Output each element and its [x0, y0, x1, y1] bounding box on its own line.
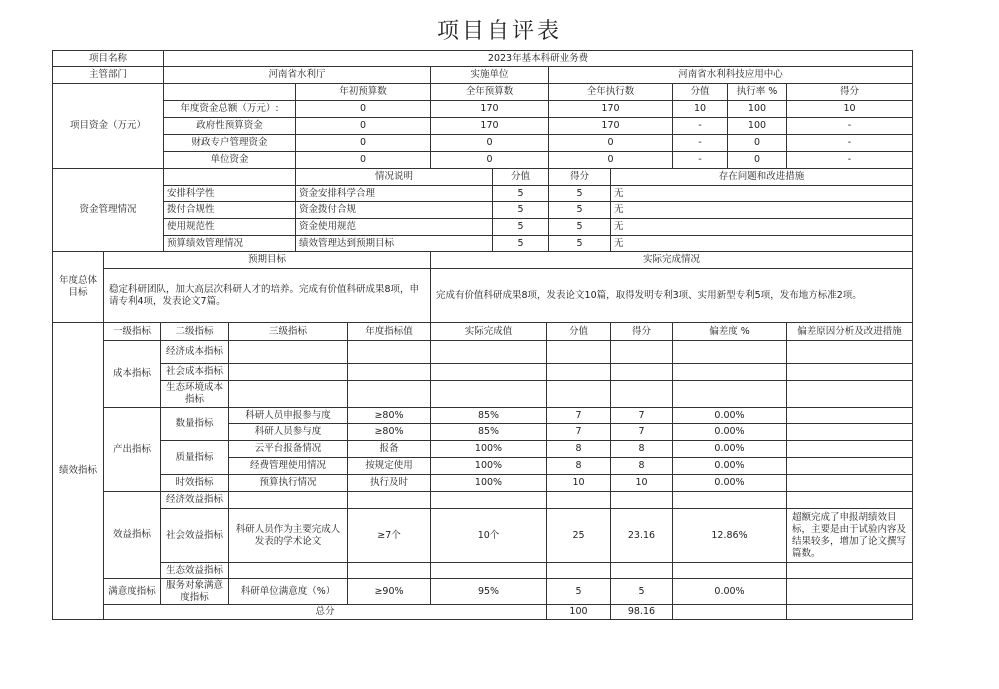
- funds-col-exec: 全年执行数: [548, 83, 673, 101]
- management-item: 预算绩效管理情况: [163, 235, 296, 252]
- satisfaction-row-target: ≥90%: [347, 578, 431, 605]
- output-row-full: 10: [546, 474, 611, 492]
- output-row-actual: 100%: [430, 474, 547, 492]
- output-row-score: 8: [610, 440, 673, 458]
- output-row-target: 按规定使用: [347, 457, 431, 475]
- perf-empty-cell: [786, 491, 913, 509]
- perf-empty-cell: [786, 340, 913, 364]
- output-qty: 数量指标: [160, 407, 229, 441]
- output-row-l3: 经费管理使用情况: [228, 457, 348, 475]
- funds-row-score_full: -: [672, 151, 728, 169]
- funds-row-score_full: 10: [672, 100, 728, 118]
- funds-row-exec: 0: [548, 134, 673, 152]
- perf-empty-cell: [228, 363, 348, 381]
- dept-value: 河南省水利厅: [163, 66, 431, 84]
- funds-row-score_full: -: [672, 117, 728, 135]
- output-row-score: 10: [610, 474, 673, 492]
- perf-empty-cell: [347, 380, 431, 408]
- perf-empty-cell: [786, 562, 913, 579]
- funds-row-score: 10: [786, 100, 913, 118]
- management-desc: 资金拨付合规: [295, 201, 493, 219]
- funds-row-score: -: [786, 151, 913, 169]
- funds-row-exec: 170: [548, 117, 673, 135]
- perf-h-full: 分值: [546, 322, 611, 341]
- funds-row-budget: 0: [295, 134, 431, 152]
- management-item: 安排科学性: [163, 185, 296, 202]
- output-row-full: 7: [546, 407, 611, 424]
- funds-row-rate: 0: [727, 151, 787, 169]
- perf-empty-cell: [430, 363, 547, 381]
- management-issue: 无: [610, 235, 913, 252]
- output-row-score: 8: [610, 457, 673, 475]
- funds-row-rate: 0: [727, 134, 787, 152]
- satisfaction-row-reason: [786, 578, 913, 605]
- funds-row-score: -: [786, 117, 913, 135]
- output-row-reason: [786, 457, 913, 475]
- output-quality: 质量指标: [160, 440, 229, 475]
- perf-empty-cell: [546, 562, 611, 579]
- output-row-l3: 预算执行情况: [228, 474, 348, 492]
- perf-empty-cell: [228, 491, 348, 509]
- cost-social: 社会成本指标: [160, 363, 229, 381]
- perf-empty-cell: [546, 340, 611, 364]
- total-dev: [672, 604, 787, 620]
- perf-empty-cell: [610, 380, 673, 408]
- page-title: 项目自评表: [436, 19, 562, 44]
- total-score: 98.16: [610, 604, 673, 620]
- funds-row-score: -: [786, 134, 913, 152]
- management-header-blank: [163, 168, 296, 186]
- funds-row-budget: 0: [295, 151, 431, 169]
- goals-label: 年度总体目标: [52, 251, 104, 323]
- output-row-dev: 0.00%: [672, 440, 787, 458]
- perf-empty-cell: [610, 491, 673, 509]
- output-row-reason: [786, 440, 913, 458]
- perf-empty-cell: [672, 363, 787, 381]
- management-item: 使用规范性: [163, 218, 296, 236]
- output-row-l3: 云平台报备情况: [228, 440, 348, 458]
- perf-h-l3: 三级指标: [228, 322, 348, 341]
- total-reason: [786, 604, 913, 620]
- benefit-eco: 生态效益指标: [160, 562, 229, 579]
- funds-row-annual: 170: [430, 117, 549, 135]
- funds-row-budget: 0: [295, 117, 431, 135]
- goals-col-actual: 实际完成情况: [430, 251, 913, 269]
- funds-row-annual: 170: [430, 100, 549, 118]
- output-row-target: 执行及时: [347, 474, 431, 492]
- output-row-dev: 0.00%: [672, 457, 787, 475]
- perf-h-l1: 一级指标: [103, 322, 161, 341]
- management-col-score: 得分: [548, 168, 611, 186]
- satisfaction-row-full: 5: [546, 578, 611, 605]
- perf-empty-cell: [347, 340, 431, 364]
- output-row-l3: 科研人员申报参与度: [228, 407, 348, 424]
- funds-col-rate: 执行率 %: [727, 83, 787, 101]
- funds-row-label: 年度资金总额（万元）:: [163, 100, 296, 118]
- output-time: 时效指标: [160, 474, 229, 492]
- output-row-dev: 0.00%: [672, 407, 787, 424]
- perf-empty-cell: [347, 491, 431, 509]
- funds-col-score: 得分: [786, 83, 913, 101]
- funds-row-rate: 100: [727, 117, 787, 135]
- funds-row-budget: 0: [295, 100, 431, 118]
- management-issue: 无: [610, 201, 913, 219]
- output-row-dev: 0.00%: [672, 474, 787, 492]
- management-col-full: 分值: [492, 168, 549, 186]
- output-row-actual: 100%: [430, 440, 547, 458]
- perf-empty-cell: [347, 363, 431, 381]
- management-desc: 资金安排科学合理: [295, 185, 493, 202]
- management-full: 5: [492, 185, 549, 202]
- output-row-l3: 科研人员参与度: [228, 423, 348, 441]
- funds-row-label: 单位资金: [163, 151, 296, 169]
- funds-label: 项目资金（万元）: [52, 83, 164, 169]
- management-full: 5: [492, 235, 549, 252]
- perf-h-actual: 实际完成值: [430, 322, 547, 341]
- management-item: 拨付合规性: [163, 201, 296, 219]
- perf-empty-cell: [546, 491, 611, 509]
- funds-row-annual: 0: [430, 151, 549, 169]
- funds-row-annual: 0: [430, 134, 549, 152]
- perf-empty-cell: [228, 562, 348, 579]
- output-row-reason: [786, 407, 913, 424]
- perf-h-score: 得分: [610, 322, 673, 341]
- benefit-row-dev: 12.86%: [672, 508, 787, 563]
- output-row-target: ≥80%: [347, 423, 431, 441]
- perf-empty-cell: [546, 380, 611, 408]
- total-full: 100: [546, 604, 611, 620]
- funds-col-score-full: 分值: [672, 83, 728, 101]
- perf-empty-cell: [672, 340, 787, 364]
- benefit-row-target: ≥7个: [347, 508, 431, 563]
- management-issue: 无: [610, 185, 913, 202]
- benefit-l1: 效益指标: [103, 491, 161, 579]
- unit-label: 实施单位: [430, 66, 549, 84]
- output-l1: 产出指标: [103, 407, 161, 492]
- benefit-row-l3: 科研人员作为主要完成人发表的学术论文: [228, 508, 348, 563]
- unit-value: 河南省水利科技应用中心: [548, 66, 913, 84]
- perf-empty-cell: [228, 340, 348, 364]
- satisfaction-row-dev: 0.00%: [672, 578, 787, 605]
- goals-actual: 完成有价值科研成果8项，发表论文10篇，取得发明专利3项、实用新型专利5项，发布地方标准2项。: [430, 268, 913, 323]
- output-row-score: 7: [610, 407, 673, 424]
- perf-h-reason: 偏差原因分析及改进措施: [786, 322, 913, 341]
- output-row-actual: 85%: [430, 407, 547, 424]
- benefit-row-full: 25: [546, 508, 611, 563]
- cost-econ: 经济成本指标: [160, 340, 229, 364]
- funds-row-score_full: -: [672, 134, 728, 152]
- dept-label: 主管部门: [52, 66, 164, 84]
- perf-empty-cell: [430, 491, 547, 509]
- management-desc: 资金使用规范: [295, 218, 493, 236]
- management-full: 5: [492, 218, 549, 236]
- perf-empty-cell: [786, 363, 913, 381]
- perf-empty-cell: [610, 562, 673, 579]
- perf-empty-cell: [672, 562, 787, 579]
- output-row-score: 7: [610, 423, 673, 441]
- satisfaction-row-score: 5: [610, 578, 673, 605]
- perf-h-dev: 偏差度 %: [672, 322, 787, 341]
- perf-empty-cell: [228, 380, 348, 408]
- satisfaction-l1: 满意度指标: [103, 578, 161, 605]
- perf-empty-cell: [672, 380, 787, 408]
- benefit-social: 社会效益指标: [160, 508, 229, 563]
- management-desc: 绩效管理达到预期目标: [295, 235, 493, 252]
- management-score: 5: [548, 218, 611, 236]
- perf-empty-cell: [347, 562, 431, 579]
- benefit-econ: 经济效益指标: [160, 491, 229, 509]
- output-row-target: ≥80%: [347, 407, 431, 424]
- output-row-full: 8: [546, 457, 611, 475]
- perf-empty-cell: [610, 340, 673, 364]
- funds-row-label: 政府性预算资金: [163, 117, 296, 135]
- perf-empty-cell: [786, 380, 913, 408]
- output-row-dev: 0.00%: [672, 423, 787, 441]
- total-label: 总分: [103, 604, 547, 620]
- funds-row-exec: 0: [548, 151, 673, 169]
- perf-empty-cell: [672, 491, 787, 509]
- funds-row-exec: 170: [548, 100, 673, 118]
- perf-empty-cell: [430, 380, 547, 408]
- management-col-issue: 存在问题和改进措施: [610, 168, 913, 186]
- output-row-actual: 100%: [430, 457, 547, 475]
- project-name-label: 项目名称: [52, 50, 164, 67]
- management-full: 5: [492, 201, 549, 219]
- management-score: 5: [548, 201, 611, 219]
- perf-h-l2: 二级指标: [160, 322, 229, 341]
- funds-header-blank: [163, 83, 296, 101]
- cost-eco: 生态环境成本指标: [160, 380, 229, 408]
- project-name-value: 2023年基本科研业务费: [163, 50, 913, 67]
- funds-col-annual: 全年预算数: [430, 83, 549, 101]
- cost-l1: 成本指标: [103, 340, 161, 408]
- management-score: 5: [548, 185, 611, 202]
- perf-empty-cell: [546, 363, 611, 381]
- funds-row-rate: 100: [727, 100, 787, 118]
- perf-empty-cell: [430, 562, 547, 579]
- goals-expected: 稳定科研团队，加大高层次科研人才的培养。完成有价值科研成果8项，申请专利4项，发表论文7篇。: [103, 268, 431, 323]
- output-row-actual: 85%: [430, 423, 547, 441]
- management-score: 5: [548, 235, 611, 252]
- management-label: 资金管理情况: [52, 168, 164, 252]
- output-row-reason: [786, 474, 913, 492]
- goals-col-expected: 预期目标: [103, 251, 431, 269]
- funds-row-label: 财政专户管理资金: [163, 134, 296, 152]
- satisfaction-l2: 服务对象满意度指标: [160, 578, 229, 605]
- perf-label: 绩效指标: [52, 322, 104, 620]
- perf-empty-cell: [610, 363, 673, 381]
- management-issue: 无: [610, 218, 913, 236]
- management-col-desc: 情况说明: [295, 168, 493, 186]
- funds-col-budget: 年初预算数: [295, 83, 431, 101]
- benefit-row-reason: 超额完成了申报胡绩效目标，主要是由于试验内容及结果较多，增加了论文撰写篇数。: [786, 508, 913, 563]
- output-row-full: 7: [546, 423, 611, 441]
- output-row-target: 报备: [347, 440, 431, 458]
- output-row-full: 8: [546, 440, 611, 458]
- benefit-row-actual: 10个: [430, 508, 547, 563]
- perf-h-target: 年度指标值: [347, 322, 431, 341]
- output-row-reason: [786, 423, 913, 441]
- satisfaction-row-actual: 95%: [430, 578, 547, 605]
- benefit-row-score: 23.16: [610, 508, 673, 563]
- perf-empty-cell: [430, 340, 547, 364]
- satisfaction-row-l3: 科研单位满意度（%）: [228, 578, 348, 605]
